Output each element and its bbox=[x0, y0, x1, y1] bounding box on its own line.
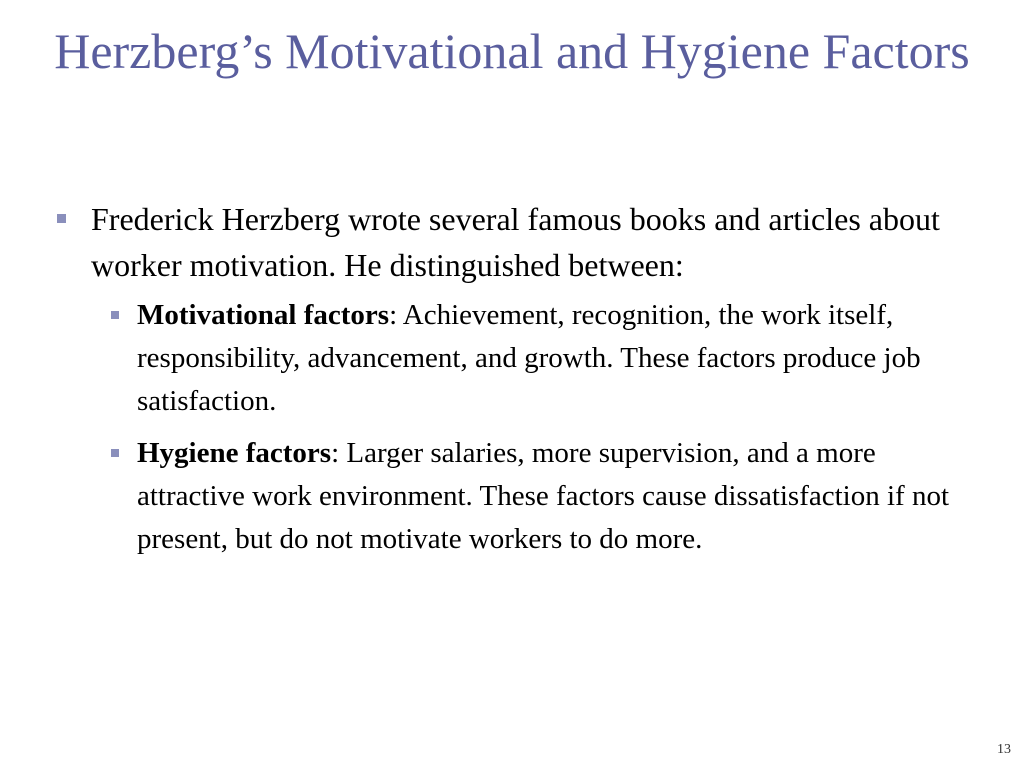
term-hygiene-factors: Hygiene factors bbox=[137, 437, 332, 469]
square-bullet-icon bbox=[111, 449, 119, 457]
slide-title: Herzberg’s Motivational and Hygiene Factors bbox=[54, 23, 970, 79]
term-motivational-factors: Motivational factors bbox=[137, 299, 390, 331]
slide-body bbox=[55, 196, 985, 561]
sub-bullet-item-motivational bbox=[55, 294, 985, 423]
square-bullet-icon bbox=[111, 311, 119, 319]
sub-bullet-text: : Larger salaries, more supervision, and a more attractive work environment. These factors cause dissatisfaction if not present, but do not motivate workers to do more. bbox=[137, 437, 949, 555]
sub-bullet-text: : Achievement, recognition, the work itself, responsibility, advancement, and growth. These factors produce job satisfaction. bbox=[137, 299, 921, 417]
sub-bullet-item-hygiene bbox=[55, 432, 985, 561]
bullet-text: Frederick Herzberg wrote several famous books and articles about worker motivation. He distinguished between: bbox=[91, 201, 940, 283]
bullet-item bbox=[55, 196, 985, 288]
page-number: 13 bbox=[997, 742, 1011, 757]
square-bullet-icon bbox=[57, 214, 66, 223]
